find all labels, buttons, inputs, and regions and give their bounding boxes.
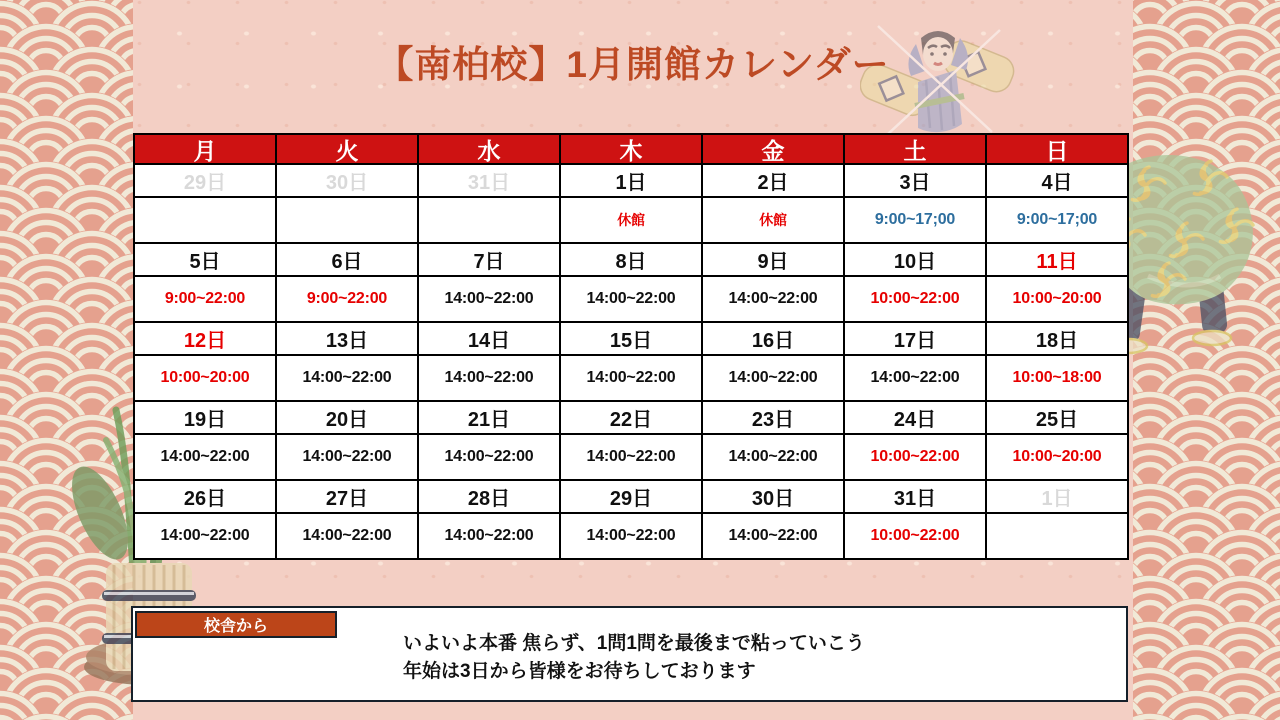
date-cell: 20日	[277, 402, 417, 433]
time-cell	[419, 198, 559, 242]
page-title: 【南柏校】1月開館カレンダー	[376, 44, 890, 85]
date-cell: 29日	[561, 481, 701, 512]
notice-label: 校舎から	[135, 611, 337, 638]
notice-box	[131, 606, 1128, 702]
time-cell: 14:00~22:00	[561, 435, 701, 479]
date-cell: 27日	[277, 481, 417, 512]
time-cell: 10:00~22:00	[845, 277, 985, 321]
date-cell: 23日	[703, 402, 843, 433]
weekday-header: 水	[419, 135, 559, 163]
time-cell: 14:00~22:00	[277, 356, 417, 400]
time-cell: 休館	[703, 198, 843, 242]
date-cell: 17日	[845, 323, 985, 354]
time-cell: 10:00~20:00	[987, 435, 1127, 479]
time-cell: 10:00~18:00	[987, 356, 1127, 400]
date-cell: 15日	[561, 323, 701, 354]
notice-text	[403, 630, 865, 686]
date-cell: 11日	[987, 244, 1127, 275]
time-cell: 10:00~20:00	[987, 277, 1127, 321]
time-cell: 14:00~22:00	[419, 356, 559, 400]
time-cell	[277, 198, 417, 242]
weekday-header: 日	[987, 135, 1127, 163]
date-cell: 8日	[561, 244, 701, 275]
date-cell: 3日	[845, 165, 985, 196]
date-cell: 31日	[845, 481, 985, 512]
time-cell: 14:00~22:00	[845, 356, 985, 400]
time-cell: 10:00~22:00	[845, 435, 985, 479]
date-cell: 22日	[561, 402, 701, 433]
time-cell: 9:00~22:00	[135, 277, 275, 321]
time-cell: 14:00~22:00	[277, 435, 417, 479]
date-cell: 24日	[845, 402, 985, 433]
notice-line: 年始は3日から皆様をお待ちしております	[403, 661, 756, 682]
time-cell: 14:00~22:00	[703, 435, 843, 479]
time-cell: 9:00~22:00	[277, 277, 417, 321]
date-cell: 21日	[419, 402, 559, 433]
date-cell: 5日	[135, 244, 275, 275]
time-cell: 10:00~20:00	[135, 356, 275, 400]
time-cell: 14:00~22:00	[277, 514, 417, 558]
weekday-header: 金	[703, 135, 843, 163]
date-cell: 2日	[703, 165, 843, 196]
date-cell: 16日	[703, 323, 843, 354]
time-cell: 9:00~17;00	[987, 198, 1127, 242]
date-cell: 26日	[135, 481, 275, 512]
date-cell: 9日	[703, 244, 843, 275]
weekday-header: 火	[277, 135, 417, 163]
date-cell: 10日	[845, 244, 985, 275]
time-cell: 14:00~22:00	[419, 435, 559, 479]
time-cell	[135, 198, 275, 242]
date-cell: 4日	[987, 165, 1127, 196]
date-cell: 1日	[561, 165, 701, 196]
date-cell: 7日	[419, 244, 559, 275]
date-cell: 30日	[703, 481, 843, 512]
time-cell: 14:00~22:00	[419, 277, 559, 321]
time-cell: 14:00~22:00	[703, 356, 843, 400]
time-cell: 14:00~22:00	[135, 514, 275, 558]
time-cell: 9:00~17;00	[845, 198, 985, 242]
time-cell	[987, 514, 1127, 558]
date-cell: 12日	[135, 323, 275, 354]
notice-line: いよいよ本番 焦らず、1問1問を最後まで粘っていこう	[403, 633, 865, 654]
date-cell: 1日	[987, 481, 1127, 512]
date-cell: 14日	[419, 323, 559, 354]
time-cell: 10:00~22:00	[845, 514, 985, 558]
time-cell: 14:00~22:00	[135, 435, 275, 479]
time-cell: 14:00~22:00	[561, 356, 701, 400]
time-cell: 14:00~22:00	[561, 514, 701, 558]
date-cell: 31日	[419, 165, 559, 196]
date-cell: 29日	[135, 165, 275, 196]
date-cell: 6日	[277, 244, 417, 275]
time-cell: 14:00~22:00	[703, 514, 843, 558]
weekday-header: 月	[135, 135, 275, 163]
calendar-table	[133, 133, 1129, 560]
weekday-header: 土	[845, 135, 985, 163]
date-cell: 13日	[277, 323, 417, 354]
date-cell: 19日	[135, 402, 275, 433]
time-cell: 14:00~22:00	[703, 277, 843, 321]
date-cell: 30日	[277, 165, 417, 196]
time-cell: 14:00~22:00	[419, 514, 559, 558]
time-cell: 14:00~22:00	[561, 277, 701, 321]
date-cell: 18日	[987, 323, 1127, 354]
date-cell: 25日	[987, 402, 1127, 433]
date-cell: 28日	[419, 481, 559, 512]
time-cell: 休館	[561, 198, 701, 242]
weekday-header: 木	[561, 135, 701, 163]
